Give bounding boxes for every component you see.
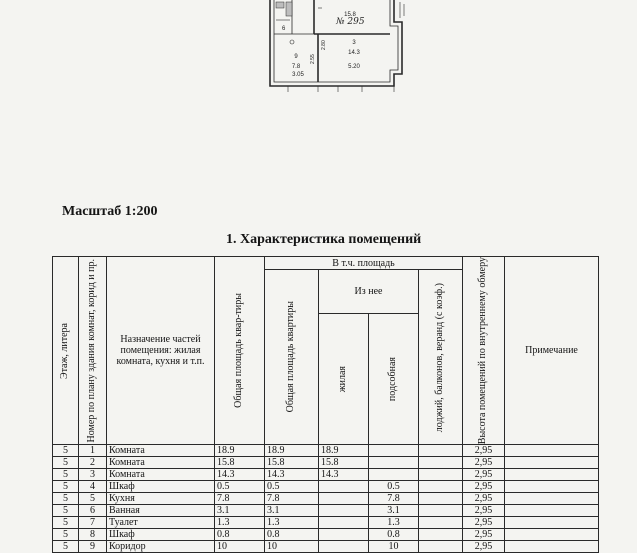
cell-aux (369, 469, 419, 481)
header-auxiliary: подсобная (369, 314, 419, 445)
table-row (53, 529, 599, 541)
header-purpose: Назначение частей помещения: жилая комната, кухня и т.п. (107, 257, 215, 445)
cell-name: Ванная (107, 505, 215, 517)
cell-height: 2,95 (463, 529, 505, 541)
plan-area-9: 7.8 (291, 64, 301, 70)
plan-dim-4: 3.05 (292, 72, 304, 78)
plan-area-2: 15.8 (344, 12, 356, 18)
table-row (53, 445, 599, 457)
plan-handwritten-note: № 295 (336, 17, 365, 27)
cell-balcony (419, 505, 463, 517)
header-total-area: Общая площадь квар-тиры (215, 257, 265, 445)
cell-floor: 5 (53, 445, 79, 457)
cell-name: Комната (107, 457, 215, 469)
cell-height: 2,95 (463, 469, 505, 481)
cell-apt: 10 (265, 541, 319, 553)
cell-balcony (419, 493, 463, 505)
scale-label: Масштаб 1:200 (62, 204, 158, 219)
cell-living (319, 541, 369, 553)
cell-living: 15.8 (319, 457, 369, 469)
rooms-table (52, 256, 599, 553)
header-note: Примечание (505, 257, 599, 445)
header-of-which: Из нее (319, 270, 419, 314)
cell-aux: 1.3 (369, 517, 419, 529)
cell-note (505, 469, 599, 481)
cell-num: 5 (79, 493, 107, 505)
cell-num: 8 (79, 529, 107, 541)
cell-total: 10 (215, 541, 265, 553)
header-number: Номер по плану здания комнат, корид и пр. (79, 257, 107, 445)
cell-name: Туалет (107, 517, 215, 529)
table-row (53, 469, 599, 481)
cell-living: 18.9 (319, 445, 369, 457)
header-balcony: лоджий, балконов, веранд (с коэф.) (419, 270, 463, 445)
cell-name: Комната (107, 469, 215, 481)
cell-balcony (419, 517, 463, 529)
cell-apt: 3.1 (265, 505, 319, 517)
cell-apt: 1.3 (265, 517, 319, 529)
cell-aux (369, 445, 419, 457)
cell-num: 4 (79, 481, 107, 493)
cell-name: Кухня (107, 493, 215, 505)
cell-height: 2,95 (463, 445, 505, 457)
cell-height: 2,95 (463, 481, 505, 493)
table-row (53, 481, 599, 493)
header-apt-area: Общая площадь квартиры (265, 270, 319, 445)
cell-living (319, 505, 369, 517)
cell-living (319, 493, 369, 505)
cell-note (505, 457, 599, 469)
cell-num: 2 (79, 457, 107, 469)
cell-num: 7 (79, 517, 107, 529)
cell-floor: 5 (53, 505, 79, 517)
cell-note (505, 445, 599, 457)
cell-num: 1 (79, 445, 107, 457)
cell-total: 0.8 (215, 529, 265, 541)
table-row (53, 505, 599, 517)
header-incl-area: В т.ч. площадь (265, 257, 463, 270)
cell-num: 9 (79, 541, 107, 553)
cell-floor: 5 (53, 469, 79, 481)
cell-floor: 5 (53, 517, 79, 529)
cell-total: 18.9 (215, 445, 265, 457)
cell-aux: 7.8 (369, 493, 419, 505)
cell-apt: 15.8 (265, 457, 319, 469)
plan-dim-1: 2.80 (321, 40, 327, 50)
cell-balcony (419, 541, 463, 553)
cell-balcony (419, 481, 463, 493)
header-floor: Этаж, литера (53, 257, 79, 445)
plan-dim-3: 5.20 (348, 64, 360, 70)
cell-aux: 3.1 (369, 505, 419, 517)
table-row (53, 517, 599, 529)
cell-apt: 0.5 (265, 481, 319, 493)
plan-dim-2: 2.55 (310, 54, 316, 64)
cell-note (505, 529, 599, 541)
plan-room-3: 3 (352, 40, 356, 46)
cell-aux (369, 457, 419, 469)
cell-floor: 5 (53, 457, 79, 469)
floor-plan (262, 0, 412, 92)
cell-note (505, 541, 599, 553)
cell-height: 2,95 (463, 517, 505, 529)
section-title: 1. Характеристика помещений (226, 232, 422, 247)
cell-total: 3.1 (215, 505, 265, 517)
cell-living (319, 529, 369, 541)
cell-apt: 18.9 (265, 445, 319, 457)
cell-apt: 14.3 (265, 469, 319, 481)
cell-floor: 5 (53, 481, 79, 493)
cell-aux: 0.8 (369, 529, 419, 541)
table-row (53, 457, 599, 469)
cell-apt: 7.8 (265, 493, 319, 505)
cell-note (505, 517, 599, 529)
cell-apt: 0.8 (265, 529, 319, 541)
header-living: жилая (319, 314, 369, 445)
cell-num: 3 (79, 469, 107, 481)
cell-num: 6 (79, 505, 107, 517)
cell-note (505, 505, 599, 517)
cell-total: 0.5 (215, 481, 265, 493)
plan-area-3: 14.3 (348, 50, 360, 56)
cell-living (319, 481, 369, 493)
cell-total: 7.8 (215, 493, 265, 505)
cell-floor: 5 (53, 541, 79, 553)
cell-balcony (419, 457, 463, 469)
header-height: Высота помещений по внутреннему обмеру (463, 257, 505, 445)
cell-height: 2,95 (463, 505, 505, 517)
cell-floor: 5 (53, 493, 79, 505)
cell-name: Шкаф (107, 529, 215, 541)
cell-note (505, 493, 599, 505)
cell-balcony (419, 445, 463, 457)
cell-height: 2,95 (463, 457, 505, 469)
cell-name: Комната (107, 445, 215, 457)
cell-total: 14.3 (215, 469, 265, 481)
cell-living (319, 517, 369, 529)
cell-note (505, 481, 599, 493)
cell-aux: 0.5 (369, 481, 419, 493)
cell-name: Коридор (107, 541, 215, 553)
plan-room-6: 6 (282, 26, 286, 32)
cell-living: 14.3 (319, 469, 369, 481)
cell-aux: 10 (369, 541, 419, 553)
cell-height: 2,95 (463, 493, 505, 505)
cell-floor: 5 (53, 529, 79, 541)
cell-height: 2,95 (463, 541, 505, 553)
cell-balcony (419, 469, 463, 481)
cell-total: 1.3 (215, 517, 265, 529)
cell-name: Шкаф (107, 481, 215, 493)
table-row (53, 493, 599, 505)
cell-balcony (419, 529, 463, 541)
cell-total: 15.8 (215, 457, 265, 469)
table-row (53, 541, 599, 553)
plan-room-9: 9 (294, 54, 298, 60)
